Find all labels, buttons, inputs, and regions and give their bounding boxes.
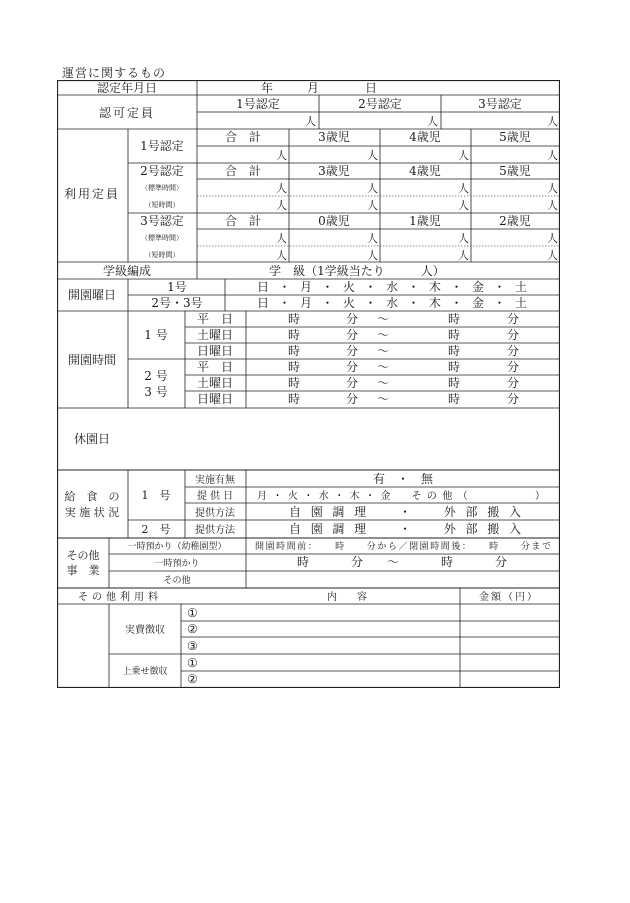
jikan-day-5: 土曜日 [196, 376, 234, 390]
g1-unit-1: 人 [276, 149, 287, 162]
jippi-item-2: ② [187, 622, 198, 636]
time-row-5 [288, 375, 519, 390]
hour-6b: 時 [447, 392, 461, 406]
jikan-day-2: 土曜日 [196, 328, 234, 342]
tilde-2: ～ [376, 328, 390, 342]
g3-age-1: 0歳児 [318, 214, 350, 228]
g1-age-2: 4歳児 [409, 130, 441, 144]
label-ninka-teiin: 認可定員 [98, 106, 156, 120]
youbi-row-1-label: 1号 [167, 280, 187, 294]
ninka-header-3: 3号認定 [478, 97, 522, 111]
jikan-day-3: 日曜日 [196, 344, 234, 358]
g2-age-2: 4歳児 [409, 164, 441, 178]
g2-age-3: 5歳児 [499, 164, 531, 178]
g3-short-unit-3: 人 [458, 249, 469, 262]
g2-label: 2号認定 [140, 164, 184, 178]
g2-short-unit-1: 人 [276, 199, 287, 212]
g3-std-unit-4: 人 [547, 232, 558, 245]
youbi-row-2-label: 2号・3号 [151, 296, 203, 310]
time-row-3 [288, 343, 519, 358]
tilde-1: ～ [376, 312, 390, 326]
g2-total-header: 合 計 [224, 164, 262, 178]
label-kyuuen: 休園日 [73, 432, 111, 446]
kyushoku-houhou-value-1: 自 園 調 理 ・ 外 部 搬 入 [289, 505, 521, 519]
date-year: 年 [260, 81, 274, 95]
kyushoku-g1: 1 号 [141, 489, 171, 502]
tilde-5: ～ [376, 376, 390, 390]
uwanose-item-1: ① [187, 656, 198, 670]
g3-total-header: 合 計 [224, 214, 262, 228]
kyushoku-bi-value: 月・火・水・木・金 その他（ ） [257, 491, 545, 502]
time-row-4 [288, 359, 519, 374]
g3-age-2: 1歳児 [409, 214, 441, 228]
operation-form-table [57, 80, 560, 688]
time-row-1 [288, 311, 519, 326]
minute-5a: 分 [345, 376, 359, 390]
g3-standard-label: （標準時間） [141, 234, 183, 242]
minute-2b: 分 [506, 328, 520, 342]
sonota-row3-label: その他 [163, 576, 191, 586]
g3-short-unit-2: 人 [367, 249, 378, 262]
hour-4b: 時 [447, 360, 461, 374]
date-day: 日 [364, 81, 378, 95]
minute-3a: 分 [345, 344, 359, 358]
minute-3b: 分 [506, 344, 520, 358]
label-kyushoku-a: 給 食 の [64, 490, 120, 503]
jikan-g23-b: 3 号 [144, 385, 168, 399]
ryoukin-uwanose-label: 上乗せ徴収 [122, 667, 168, 677]
sonota-row2-label: 一時預かり [154, 559, 200, 569]
kyushoku-umu-value: 有 ・ 無 [372, 472, 434, 486]
g3-std-unit-3: 人 [458, 232, 469, 245]
kyushoku-houhou-value-2: 自 園 調 理 ・ 外 部 搬 入 [289, 522, 521, 536]
g2-short-label: （短時間） [144, 201, 180, 209]
sonota-row1-label: 一時預かり（幼稚園型） [127, 542, 227, 552]
g3-short-label: （短時間） [144, 251, 180, 259]
g3-label: 3号認定 [140, 214, 184, 228]
label-gakkyu: 学級編成 [102, 264, 152, 278]
hour-3b: 時 [447, 344, 461, 358]
label-kaien-jikan: 開園時間 [67, 353, 117, 367]
minute-6b: 分 [506, 392, 520, 406]
hour-2a: 時 [287, 328, 301, 342]
ninka-unit-1: 人 [305, 115, 316, 128]
jikan-g1: 1 号 [144, 328, 168, 342]
hour-3a: 時 [287, 344, 301, 358]
minute-4a: 分 [345, 360, 359, 374]
jikan-g23-a: 2 号 [144, 369, 168, 383]
ryoukin-jippi-label: 実費徴収 [125, 625, 165, 636]
g1-label: 1号認定 [140, 139, 184, 153]
tilde-3: ～ [376, 344, 390, 358]
g1-total-header: 合 計 [224, 130, 262, 144]
kyushoku-houhou-label-2: 提供方法 [195, 525, 235, 536]
kyushoku-g2: 2 号 [141, 523, 171, 536]
g2-std-unit-3: 人 [458, 182, 469, 195]
youbi-row-2-days: 日・月・火・水・木・金・土 [257, 296, 527, 310]
g3-std-unit-2: 人 [367, 232, 378, 245]
hour-5b: 時 [447, 376, 461, 390]
hour-5a: 時 [287, 376, 301, 390]
time-row-6 [288, 391, 519, 406]
label-sonota-ryoukin: その他利用料 [78, 592, 162, 603]
tilde-6: ～ [376, 392, 390, 406]
hour-6a: 時 [287, 392, 301, 406]
hour-4a: 時 [287, 360, 301, 374]
g1-age-1: 3歳児 [318, 130, 350, 144]
g1-unit-2: 人 [367, 149, 378, 162]
minute-4b: 分 [506, 360, 520, 374]
g2-std-unit-1: 人 [276, 182, 287, 195]
youbi-row-1-days: 日・月・火・水・木・金・土 [257, 280, 527, 294]
g2-std-unit-2: 人 [367, 182, 378, 195]
sonota-row2-value: 時 分 ～ 時 分 [297, 555, 507, 569]
kyushoku-houhou-label-1: 提供方法 [195, 508, 235, 519]
form-title: 運営に関するもの [62, 66, 167, 80]
g1-unit-4: 人 [547, 149, 558, 162]
g3-std-unit-1: 人 [276, 232, 287, 245]
ninka-header-2: 2号認定 [358, 97, 402, 111]
minute-1a: 分 [345, 312, 359, 326]
sonota-row1-value: 開園時間前： 時 分から／閉園時間後： 時 分まで [255, 542, 551, 552]
jikan-day-6: 日曜日 [196, 392, 234, 406]
g3-short-unit-4: 人 [547, 249, 558, 262]
minute-6a: 分 [345, 392, 359, 406]
label-sonota-a: その他 [66, 549, 100, 562]
time-row-2 [288, 327, 519, 342]
ninka-header-1: 1号認定 [236, 97, 280, 111]
gakkyu-text: 学 級（1学級当たり 人） [269, 264, 445, 278]
g2-short-unit-4: 人 [547, 199, 558, 212]
label-kyushoku-b: 実 施 状 況 [64, 506, 120, 519]
label-riyou-teiin: 利用定員 [63, 187, 121, 201]
jikan-day-4: 平 日 [196, 360, 234, 374]
minute-2a: 分 [345, 328, 359, 342]
hour-2b: 時 [447, 328, 461, 342]
hour-1a: 時 [287, 312, 301, 326]
kyushoku-bi-label: 提 供 日 [196, 491, 234, 502]
g2-std-unit-4: 人 [547, 182, 558, 195]
g2-age-1: 3歳児 [318, 164, 350, 178]
jikan-day-1: 平 日 [196, 312, 234, 326]
uwanose-item-2: ② [187, 672, 198, 686]
hour-1b: 時 [447, 312, 461, 326]
ninka-unit-3: 人 [547, 115, 558, 128]
g3-age-3: 2歳児 [499, 214, 531, 228]
g2-short-unit-3: 人 [458, 199, 469, 212]
g1-unit-3: 人 [458, 149, 469, 162]
g3-short-unit-1: 人 [276, 249, 287, 262]
g1-age-3: 5歳児 [499, 130, 531, 144]
minute-1b: 分 [506, 312, 520, 326]
ryoukin-kingaku-header: 金額（円） [479, 592, 539, 603]
ninka-unit-2: 人 [427, 115, 438, 128]
g2-short-unit-2: 人 [367, 199, 378, 212]
kyushoku-umu-label: 実施有無 [195, 475, 235, 486]
g2-standard-label: （標準時間） [141, 184, 183, 192]
tilde-4: ～ [376, 360, 390, 374]
jippi-item-1: ① [187, 606, 198, 620]
label-ninka-date: 認定年月日 [96, 81, 158, 95]
minute-5b: 分 [506, 376, 520, 390]
label-sonota-b: 事 業 [66, 564, 100, 577]
jippi-item-3: ③ [187, 639, 198, 653]
ryoukin-naiyou-header: 内 容 [327, 592, 367, 603]
date-month: 月 [306, 81, 320, 95]
label-kaien-youbi: 開園曜日 [67, 288, 117, 302]
